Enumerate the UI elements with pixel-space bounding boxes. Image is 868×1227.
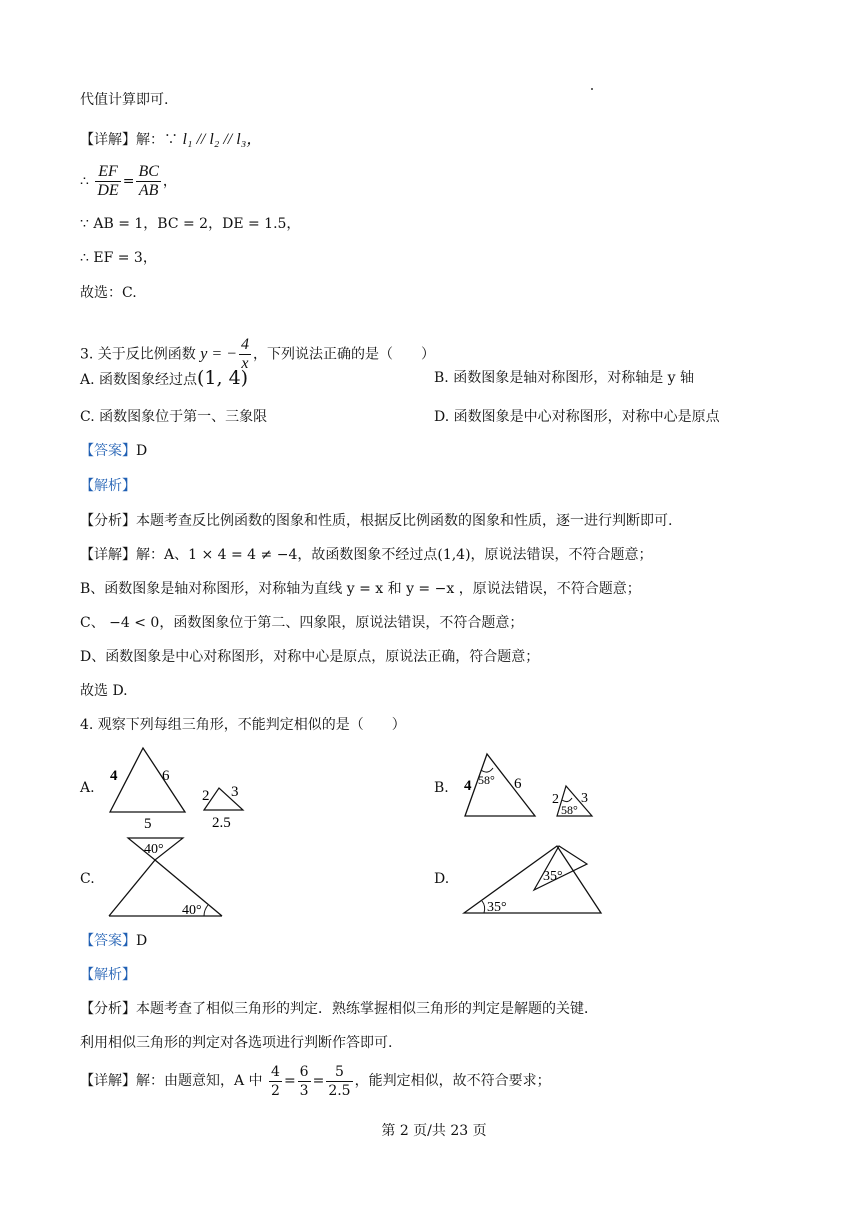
q3-fenxi: 【分析】本题考查反比例函数的图象和性质，根据反比例函数的图象和性质，逐一进行判断即可. <box>80 513 673 529</box>
parallel-lines-math: l₁ // l₂ // l₃， <box>182 131 263 148</box>
fig-a-small-right: 3 <box>231 784 239 800</box>
fraction-bc-ab: $\frac{BC}{AB}$ <box>138 163 159 199</box>
fig-a-small-left: 2 <box>202 788 210 804</box>
q4-label-d: D. <box>434 871 450 887</box>
q4-analysis-tag: 【解析】 <box>80 967 136 983</box>
q3-detail-c: C、 −4 < 0，函数图象位于第二、四象限，原说法错误，不符合题意； <box>80 615 524 631</box>
q3-detail-a: 【详解】解：A、1 × 4 = 4 ≠ −4，故函数图象不经过点(1,4)，原说法错误，不符合题意； <box>80 547 653 563</box>
q4-label-b: B. <box>434 780 449 796</box>
q3-option-a: A. 函数图象经过点(1, 4) <box>80 367 249 389</box>
fraction-5-2.5: $\frac{5}{2.5}$ <box>328 1063 351 1099</box>
q4-fenxi: 【分析】本题考查了相似三角形的判定．熟练掌握相似三角形的判定是解题的关键． <box>80 1001 598 1017</box>
figure-c-triangles <box>104 834 229 922</box>
figure-a-triangles <box>100 744 260 834</box>
line-ratio: ∴ $\frac{EF}{DE}$ = $\frac{BC}{AB}$ ， <box>80 163 177 199</box>
fig-a-small-bottom: 2.5 <box>212 815 231 831</box>
q3-stem: 3. 关于反比例函数 y = − $\frac{4}{x}$ ，下列说法正确的是（ ） <box>80 336 435 372</box>
scan-speck <box>591 88 593 90</box>
fig-a-big-bottom: 5 <box>144 816 152 832</box>
fig-a-big-left: 4 <box>110 768 118 784</box>
figure-b-triangles <box>460 750 610 825</box>
fig-b-small-right: 3 <box>581 791 588 806</box>
fig-b-small-angle: 58° <box>561 803 578 817</box>
q4-answer: 【答案】D <box>80 933 148 949</box>
q4-fenxi-2: 利用相似三角形的判定对各选项进行判断作答即可. <box>80 1035 393 1051</box>
q3-option-d: D. 函数图象是中心对称图形，对称中心是原点 <box>434 409 720 425</box>
q3-answer: 【答案】D <box>80 443 148 459</box>
fig-b-big-left: 4 <box>464 778 472 794</box>
fig-b-big-right: 6 <box>514 776 522 792</box>
fraction-4-x: $\frac{4}{x}$ <box>240 336 249 372</box>
line-substitute: 代值计算即可. <box>80 92 169 108</box>
fraction-6-3: $\frac{6}{3}$ <box>299 1063 309 1099</box>
line-choose-c: 故选：C. <box>80 285 137 301</box>
line-given-values: ∵ AB = 1，BC = 2，DE = 1.5， <box>80 216 301 232</box>
q3-detail-d: D、函数图象是中心对称图形，对称中心是原点，原说法正确，符合题意； <box>80 649 540 665</box>
fig-c-bottom-angle: 40° <box>182 903 202 918</box>
fraction-ef-de: $\frac{EF}{DE}$ <box>97 163 119 199</box>
fig-d-inner-angle: 35° <box>543 869 563 884</box>
figure-d-triangles <box>459 842 609 922</box>
q4-label-c: C. <box>80 871 95 887</box>
fig-c-top-angle: 40° <box>144 842 164 857</box>
page-footer: 第 2 页/共 23 页 <box>381 1123 487 1139</box>
q3-analysis-tag: 【解析】 <box>80 478 136 494</box>
q3-option-c: C. 函数图象位于第一、三象限 <box>80 409 268 425</box>
fig-d-outer-angle: 35° <box>487 900 507 915</box>
fig-b-big-angle: 58° <box>478 773 495 787</box>
fraction-4-2: $\frac{4}{2}$ <box>271 1063 280 1099</box>
q3-choose: 故选 D. <box>80 683 128 699</box>
fig-a-big-right: 6 <box>162 768 170 784</box>
q4-label-a: A. <box>80 780 95 796</box>
q4-detail: 【详解】解：由题意知，A 中 $\frac{4}{2}$ = $\frac{6}{3}$ = $\frac{5}{2.5}$ ，能判定相似，故不符合要求； <box>80 1063 551 1099</box>
q3-option-b: B. 函数图象是轴对称图形，对称轴是 y 轴 <box>434 370 694 386</box>
detail-tag: 【详解】 <box>80 132 136 148</box>
q3-detail-b: B、函数图象是轴对称图形，对称轴为直线 y = x 和 y = −x ，原说法错误，不符合题意； <box>80 581 641 597</box>
line-solution-start: 【详解】解：∵ l₁ // l₂ // l₃， <box>80 131 263 148</box>
q4-stem: 4. 观察下列每组三角形，不能判定相似的是（ ） <box>80 717 406 733</box>
fig-b-small-left: 2 <box>552 792 559 807</box>
line-ef-value: ∴ EF = 3， <box>80 250 157 266</box>
